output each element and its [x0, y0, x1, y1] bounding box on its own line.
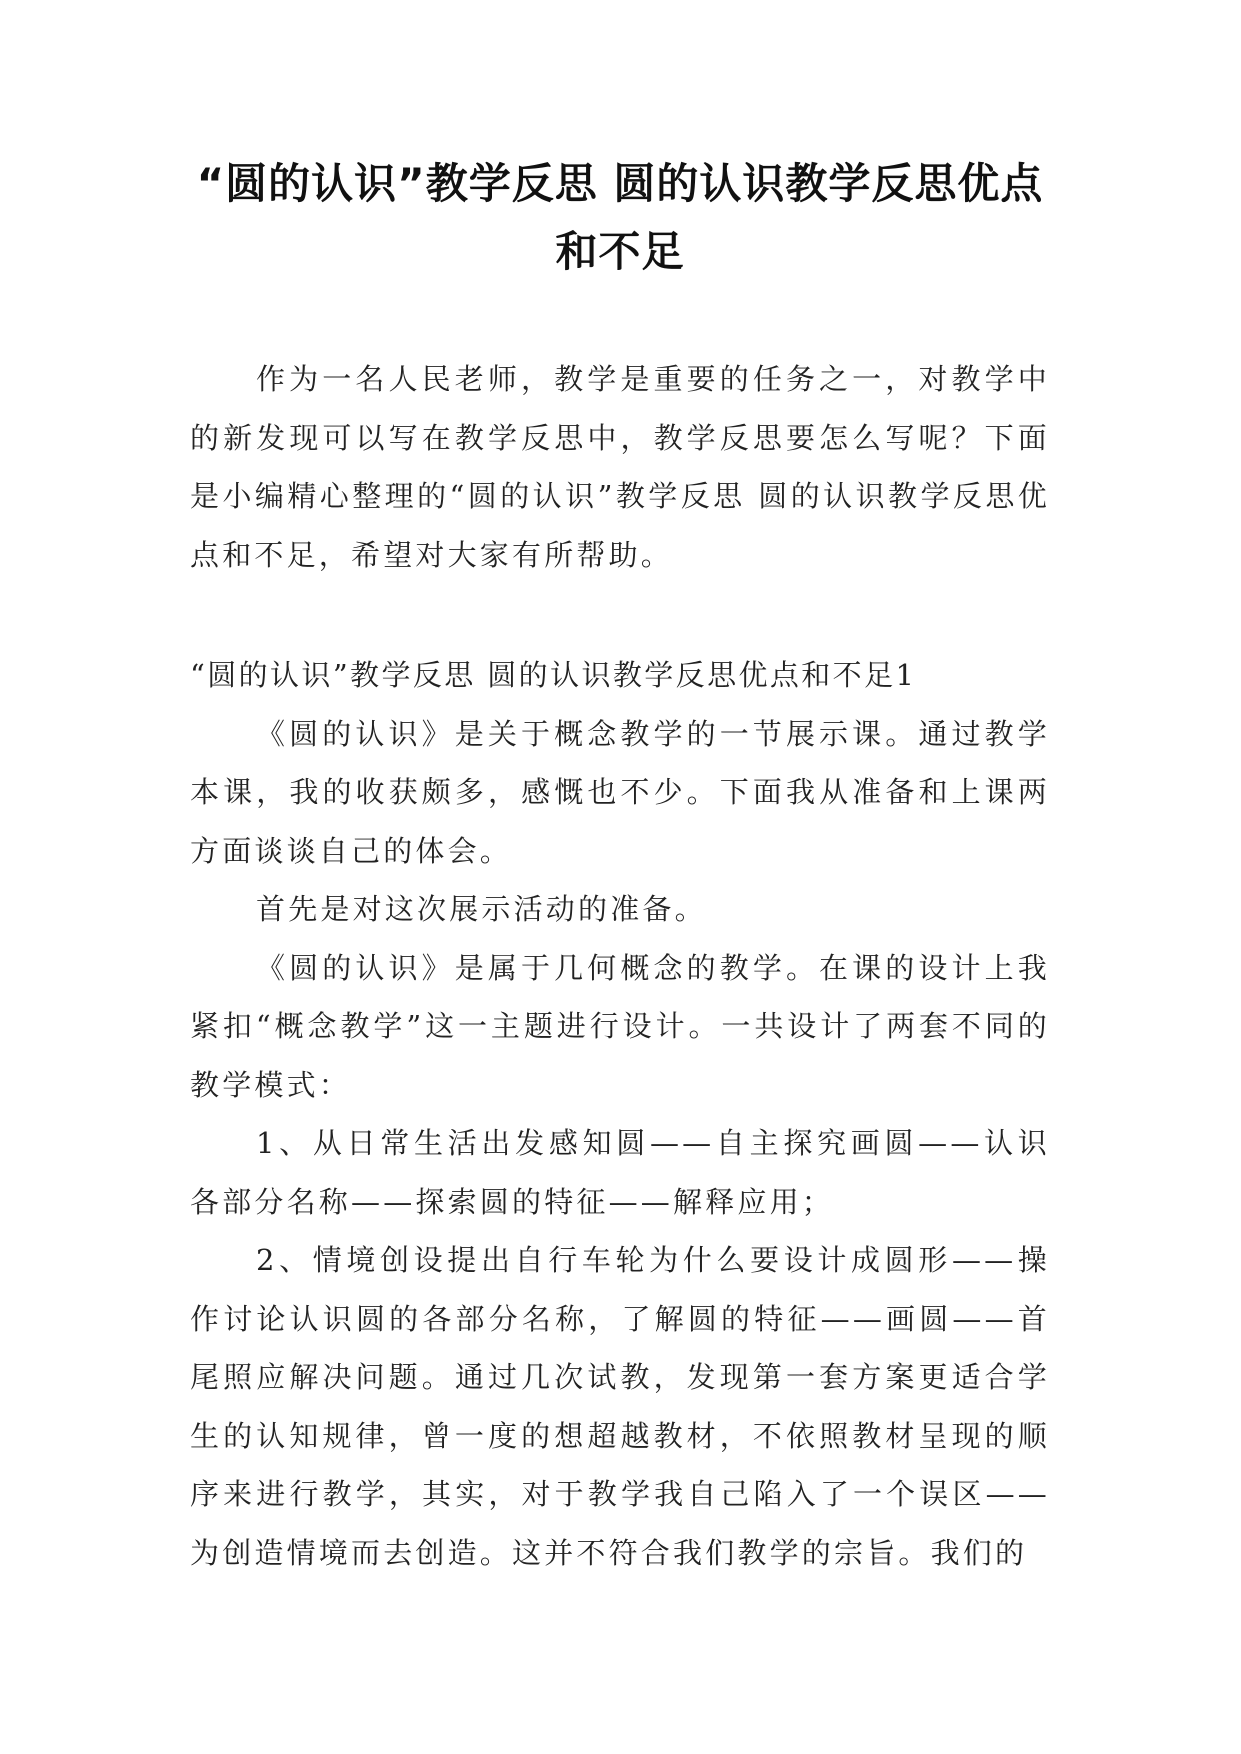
body-paragraph: 《圆的认识》是关于概念教学的一节展示课。通过教学本课，我的收获颇多，感慨也不少。下面我从准备和上课两方面谈谈自己的体会。	[190, 716, 1050, 868]
body-paragraph: 2、情境创设提出自行车轮为什么要设计成圆形——操作讨论认识圆的各部分名称，了解圆的特征——画圆——首尾照应解决问题。通过几次试教，发现第一套方案更适合学生的认知规律，曾一度的想超越教材，不依照教材呈现的顺序来进行教学，其实，对于教学我自己陷入了一个误区——为创造情境而去创造。这并不符合我们教学的宗旨。我们的	[190, 1243, 1050, 1570]
body-paragraph: 1、从日常生活出发感知圆——自主探究画圆——认识各部分名称——探索圆的特征——解释应用；	[190, 1126, 1050, 1219]
paragraph-spacer	[190, 584, 1050, 646]
body-paragraph: 首先是对这次展示活动的准备。	[256, 892, 707, 926]
intro-paragraph: 作为一名人民老师，教学是重要的任务之一，对教学中的新发现可以写在教学反思中，教学反思要怎么写呢？下面是小编精心整理的“圆的认识”教学反思 圆的认识教学反思优点和不足，希望对大家有所帮助。	[190, 362, 1050, 572]
document-title: “圆的认识”教学反思 圆的认识教学反思优点和不足	[196, 159, 1044, 276]
body-paragraph: 《圆的认识》是属于几何概念的教学。在课的设计上我紧扣“概念教学”这一主题进行设计。一共设计了两套不同的教学模式：	[190, 950, 1050, 1102]
document-body	[190, 350, 1050, 1582]
section-heading: “圆的认识”教学反思 圆的认识教学反思优点和不足1	[190, 658, 917, 692]
